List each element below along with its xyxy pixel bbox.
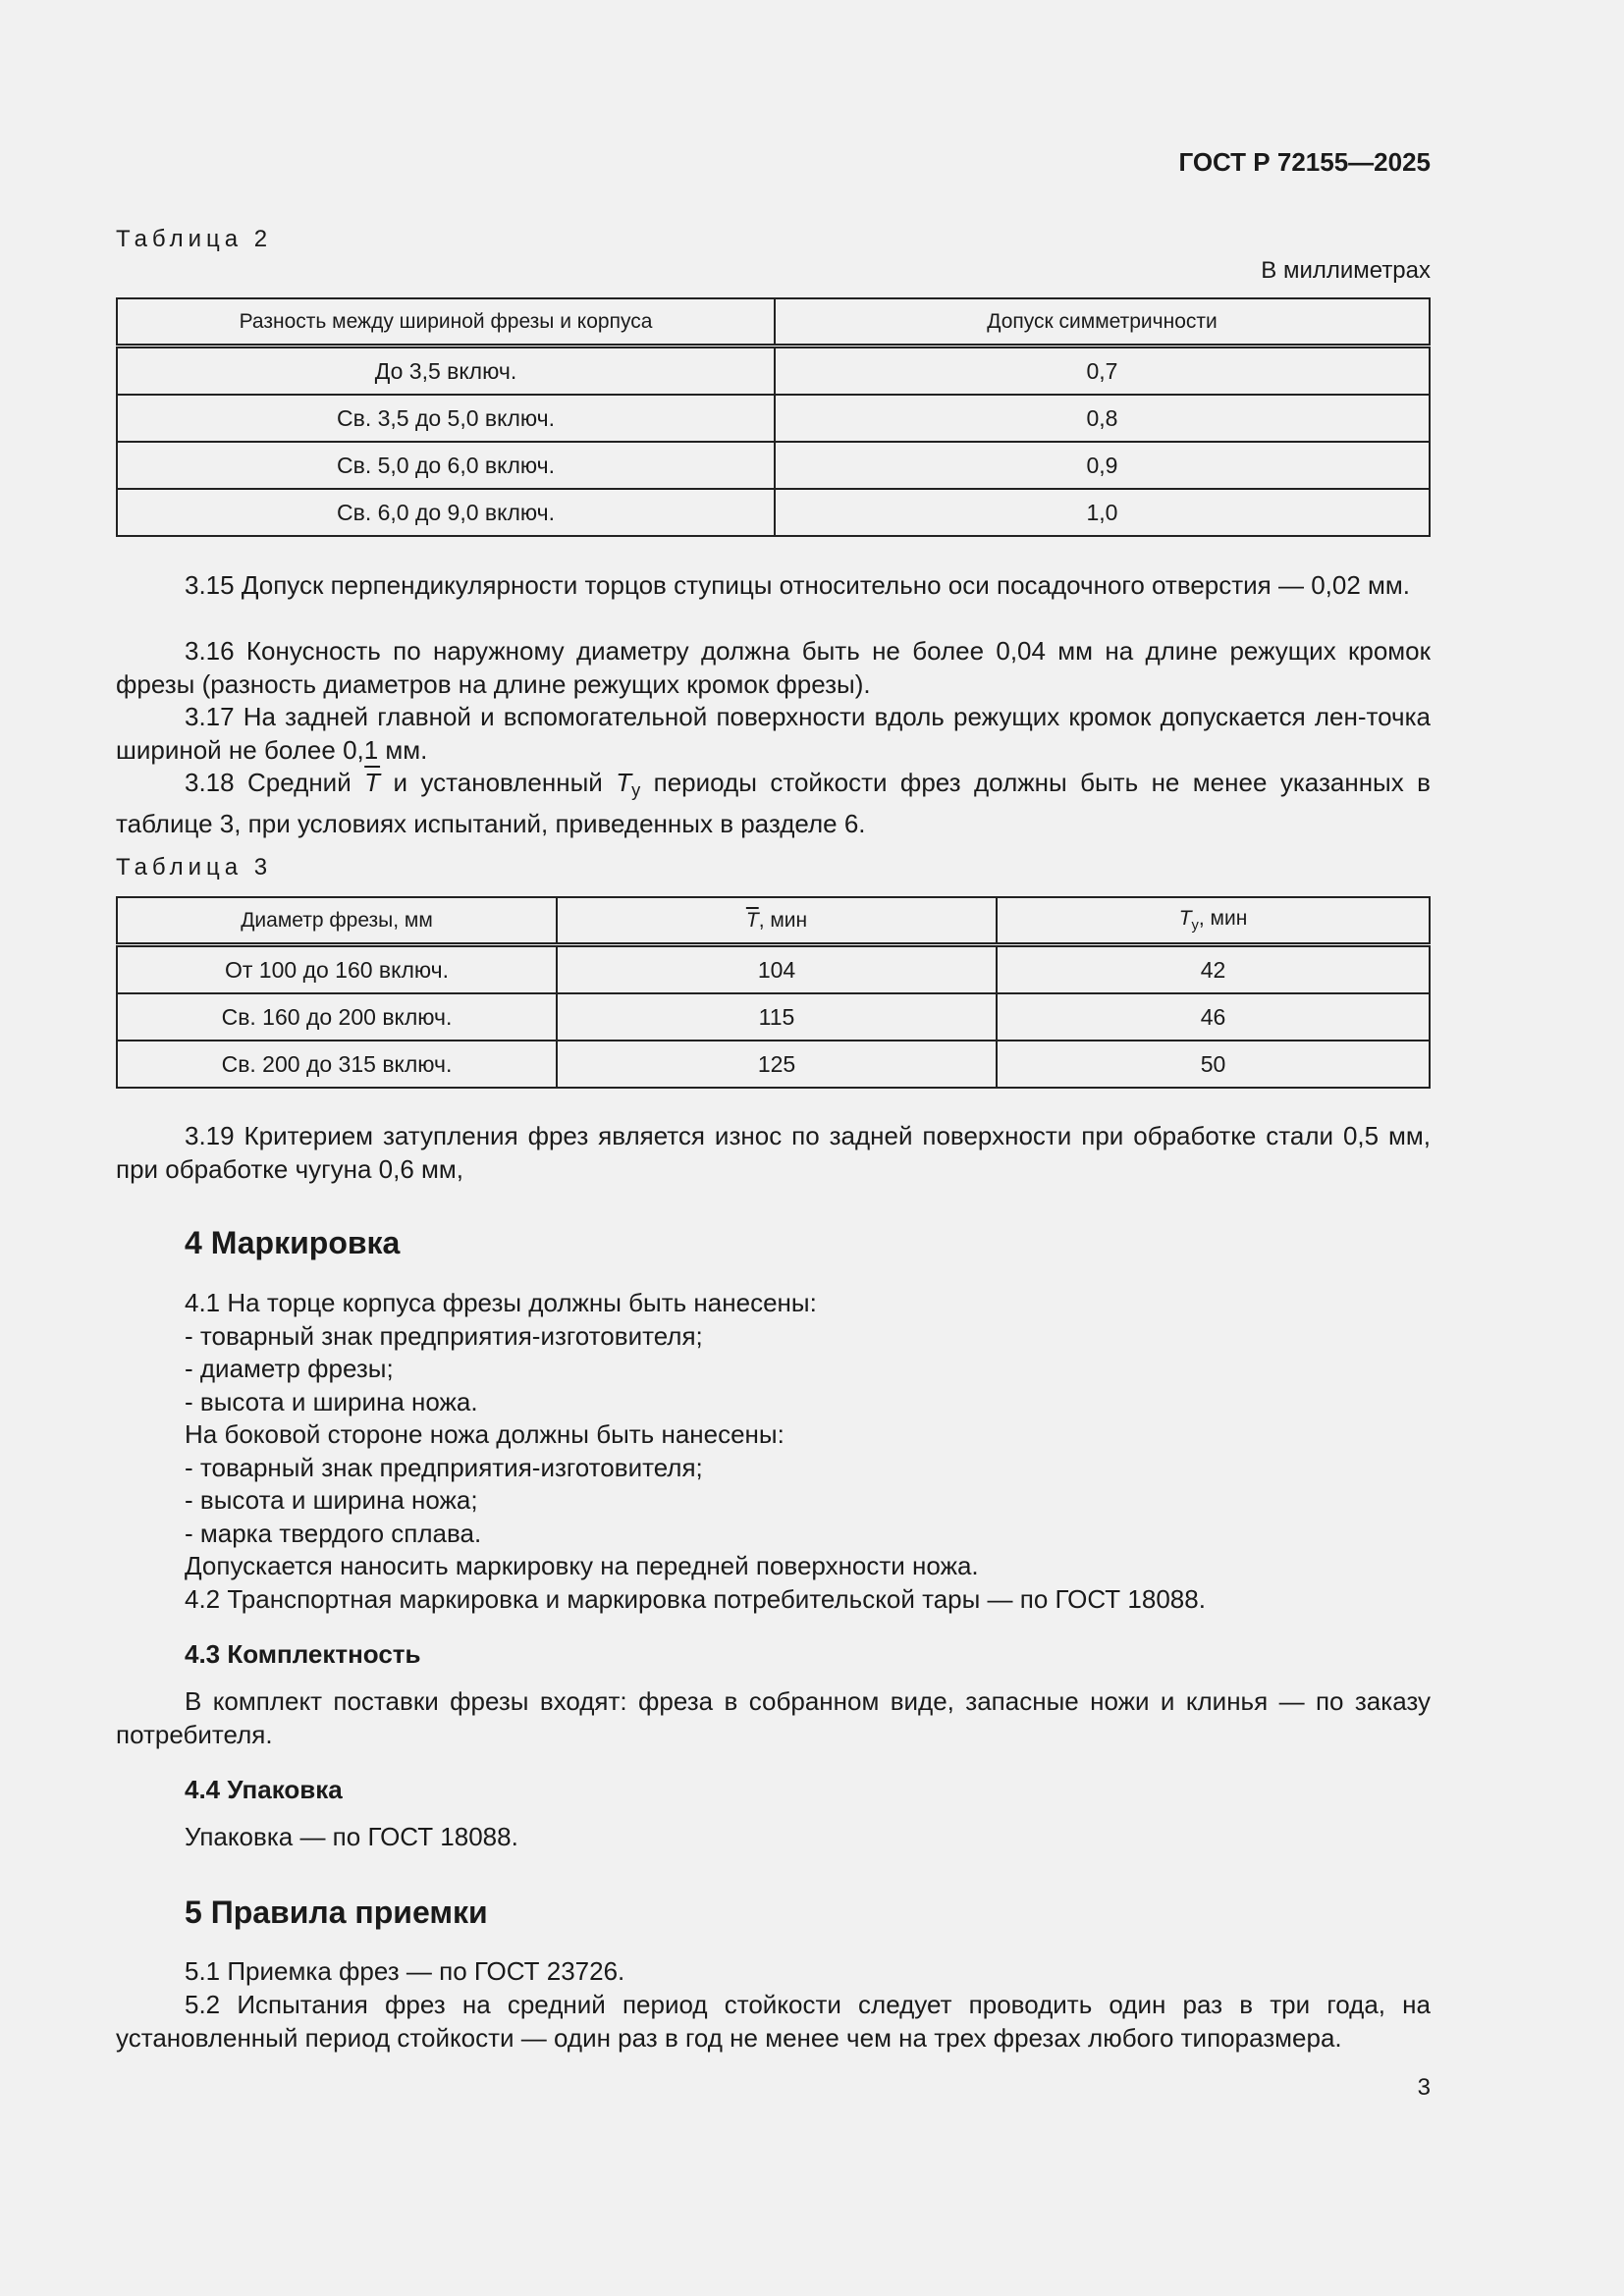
paragraph-3-17: 3.17 На задней главной и вспомогательной поверхности вдоль режущих кромок допускается лен-точка шириной не более 0,1 мм.	[116, 702, 1431, 765]
table-row	[117, 347, 1430, 396]
table2-col-difference: Разность между шириной фрезы и корпуса	[117, 298, 775, 347]
table-row	[117, 1041, 1430, 1088]
page-number: 3	[1417, 2074, 1431, 2101]
table-cell: 46	[997, 993, 1430, 1041]
table2-caption: Таблица 2	[116, 226, 273, 252]
subsection-4-4-title: 4.4 Упаковка	[185, 1775, 343, 1804]
paragraph-4-4: Упаковка — по ГОСТ 18088.	[185, 1822, 518, 1851]
paragraph-5-2: 5.2 Испытания фрез на средний период стойкости следует проводить один раз в три года, на установленный период стойкости — один раз в год не менее чем на трех фрезах любого типоразмера.	[116, 1990, 1431, 2053]
subsection-4-3-title: 4.3 Комплектность	[185, 1639, 421, 1669]
table-cell: Св. 160 до 200 включ.	[117, 993, 557, 1041]
set-life-symbol: T	[616, 768, 632, 797]
table3	[116, 896, 1431, 1089]
table3-caption: Таблица 3	[116, 854, 273, 881]
table2-col-tolerance: Допуск симметричности	[775, 298, 1430, 347]
paragraph-3-16: 3.16 Конусность по наружному диаметру должна быть не более 0,04 мм на длине режущих кромок фрезы (разность диаметров на длине режущих кромок фрезы).	[116, 636, 1431, 699]
table-row	[117, 395, 1430, 442]
table-cell: 115	[557, 993, 997, 1041]
section-4-line: - товарный знак предприятия-изготовителя;	[185, 1320, 703, 1351]
section-4-line: 4.1 На торце корпуса фрезы должны быть нанесены:	[185, 1288, 817, 1317]
section-4-line: На боковой стороне ножа должны быть нанесены:	[185, 1419, 785, 1449]
section-4-line: 4.2 Транспортная маркировка и маркировка потребительской тары — по ГОСТ 18088.	[185, 1583, 1206, 1614]
section-4-body	[116, 1287, 1431, 1616]
table3-col-diameter: Диаметр фрезы, мм	[117, 897, 557, 945]
table-cell: 50	[997, 1041, 1430, 1088]
table2	[116, 297, 1431, 537]
table-header-row	[117, 897, 1430, 945]
table-cell: 0,9	[775, 442, 1430, 489]
table-row	[117, 993, 1430, 1041]
table-cell: От 100 до 160 включ.	[117, 945, 557, 994]
paragraph-4-3: В комплект поставки фрезы входят: фреза в собранном виде, запасные ножи и клинья — по заказу потребителя.	[116, 1686, 1431, 1749]
table-cell: 104	[557, 945, 997, 994]
paragraph-3-18: 3.18 Средний $\overline{T}$ и установленный $T_у$ периоды стойкости фрез должны быть не менее указанных в таблице 3, при условиях испытаний, приведенных в разделе 6.	[116, 768, 1431, 838]
table-cell: 0,8	[775, 395, 1430, 442]
table-cell: 125	[557, 1041, 997, 1088]
table-cell: Св. 3,5 до 5,0 включ.	[117, 395, 775, 442]
table-cell: До 3,5 включ.	[117, 347, 775, 396]
table-cell: 1,0	[775, 489, 1430, 536]
section-4-line: - высота и ширина ножа;	[185, 1485, 478, 1515]
section-4-title: 4 Маркировка	[185, 1225, 401, 1260]
table-cell: 42	[997, 945, 1430, 994]
section-4-line: - высота и ширина ножа.	[185, 1386, 478, 1416]
paragraph-3-19: 3.19 Критерием затупления фрез является износ по задней поверхности при обработке стали 0,5 мм, при обработке чугуна 0,6 мм,	[116, 1121, 1431, 1184]
document-id-header: ГОСТ Р 72155—2025	[1178, 147, 1431, 177]
table-cell: Св. 5,0 до 6,0 включ.	[117, 442, 775, 489]
table-row	[117, 442, 1430, 489]
table-cell: 0,7	[775, 347, 1430, 396]
table-row	[117, 489, 1430, 536]
table-cell: Св. 200 до 315 включ.	[117, 1041, 557, 1088]
section-5-title: 5 Правила приемки	[185, 1895, 488, 1930]
section-4-line: - диаметр фрезы;	[185, 1354, 394, 1383]
table3-col-mean-life: $\overline{T}$, мин	[557, 897, 997, 945]
table-cell: Св. 6,0 до 9,0 включ.	[117, 489, 775, 536]
mean-life-symbol: $\overline{T}$	[364, 768, 381, 797]
table2-units: В миллиметрах	[1261, 257, 1431, 284]
paragraph-5-1: 5.1 Приемка фрез — по ГОСТ 23726.	[185, 1956, 625, 1986]
section-4-line: - марка твердого сплава.	[185, 1518, 482, 1548]
paragraph-3-15: 3.15 Допуск перпендикулярности торцов ступицы относительно оси посадочного отверстия — 0,02 мм.	[185, 570, 1411, 600]
table-row	[117, 945, 1430, 994]
section-4-line: - товарный знак предприятия-изготовителя;	[185, 1452, 703, 1482]
table-header-row	[117, 298, 1430, 347]
section-4-line: Допускается наносить маркировку на передней поверхности ножа.	[185, 1551, 979, 1580]
table3-col-set-life: $T_у$, мин	[997, 897, 1430, 945]
